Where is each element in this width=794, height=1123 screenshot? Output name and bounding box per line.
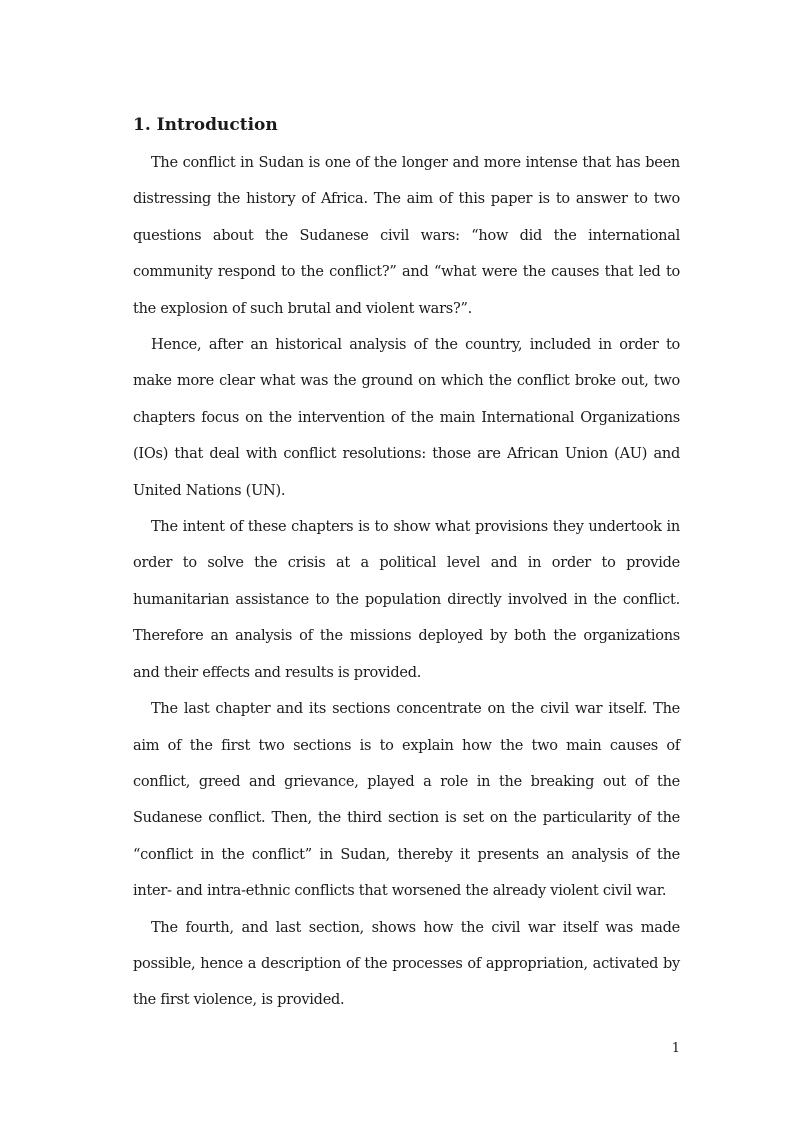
- paragraph-4: The last chapter and its sections concentrate on the civil war itself. The aim of the first two sections is to explain how the two main causes of conflict, greed and grievance, played a role in the breaking out of the Sudanese conflict. Then, the third section is set on the particularity of the “conflict in the conflict” in Sudan, thereby it presents an analysis of the inter- and intra-ethnic conflicts that worsened the already violent civil war.: [133, 701, 680, 900]
- paragraph-3: The intent of these chapters is to show what provisions they undertook in order to solve the crisis at a political level and in order to provide humanitarian assistance to the population directly involved in the conflict. Therefore an analysis of the missions deployed by both the organizations and their effects and results is provided.: [133, 519, 680, 681]
- body-text: [133, 145, 680, 1019]
- paragraph-1: The conflict in Sudan is one of the longer and more intense that has been distressing the history of Africa. The aim of this paper is to answer to two questions about the Sudanese civil wars: “how did the international community respond to the conflict?” and “what were the causes that led to the explosion of such brutal and violent wars?”.: [133, 155, 680, 317]
- paragraph-2: Hence, after an historical analysis of the country, included in order to make more clear what was the ground on which the conflict broke out, two chapters focus on the intervention of the main International Organizations (IOs) that deal with conflict resolutions: those are African Union (AU) and United Nations (UN).: [133, 337, 680, 499]
- section-heading: 1. Introduction: [133, 115, 278, 135]
- paragraph-5: The fourth, and last section, shows how the civil war itself was made possible, hence a description of the processes of appropriation, activated by the first violence, is provided.: [133, 919, 680, 1009]
- page-number: 1: [671, 1041, 680, 1056]
